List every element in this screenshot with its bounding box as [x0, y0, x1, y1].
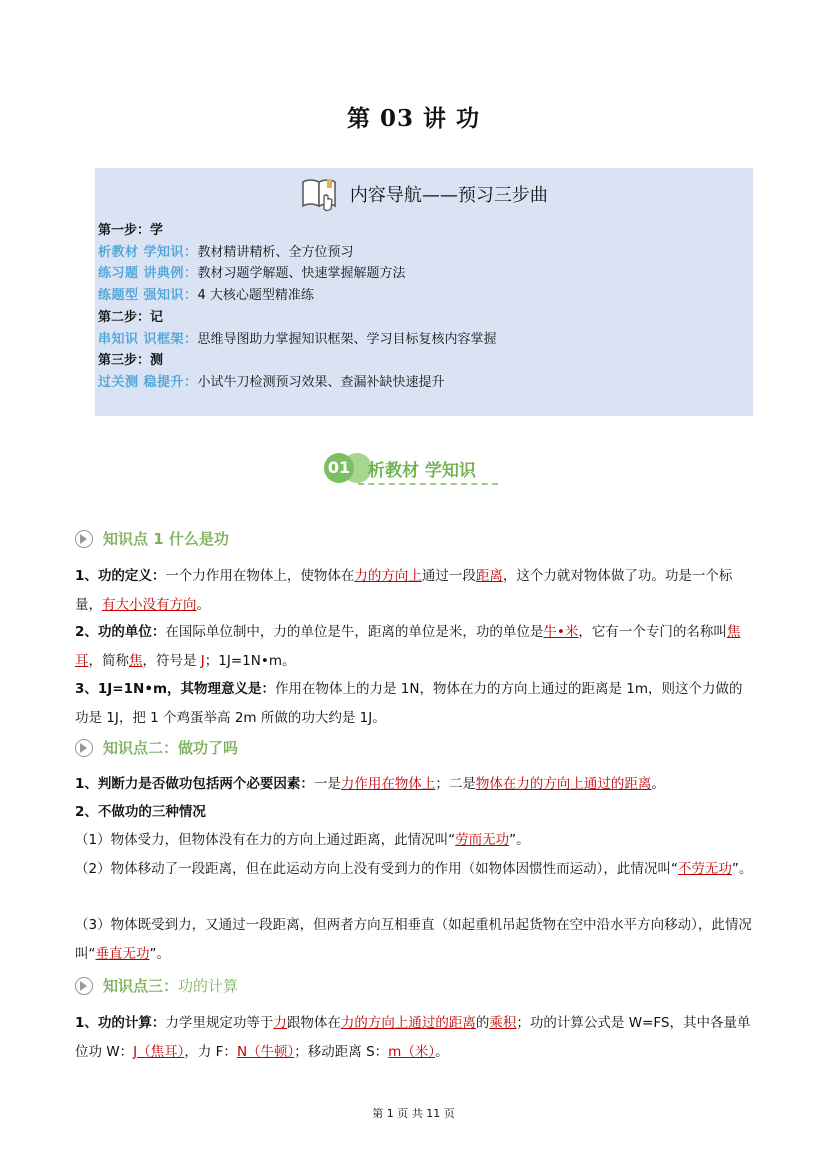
- play-circle-icon: [75, 530, 93, 548]
- p2-d: ，它有一个专门的名称叫: [578, 624, 727, 640]
- knowledge-point-2: [75, 737, 238, 761]
- p1-b: 一个力作用在物体上，使物体在: [165, 568, 355, 584]
- p7-a: （2）物体移动了一段距离，但在此运动方向上没有受到力的作用（如物体因惯性而运动），此情况叫“: [75, 861, 678, 877]
- play-circle-icon: [75, 739, 93, 757]
- p9-k: N（牛顿）: [236, 1043, 295, 1060]
- paragraph-case-3: [75, 911, 755, 968]
- nav-line-5: [98, 372, 497, 394]
- nav-line-1: [98, 242, 497, 264]
- nav-line-3-text: 4 大核心题型精准练: [197, 288, 314, 304]
- paragraph-no-work-heading: 2、不做功的三种情况: [75, 804, 206, 820]
- paragraph-work-calculation: [75, 1009, 755, 1066]
- knowledge-point-1-title: 知识点 1 什么是功: [103, 530, 229, 548]
- p2-b: 在国际单位制中，力的单位是牛，距离的单位是米，功的单位是: [165, 624, 544, 640]
- p9-b: 力学里规定功等于: [165, 1015, 274, 1031]
- paragraph-joule-meaning: [75, 675, 755, 732]
- nav-lines: [98, 220, 497, 394]
- knowledge-point-1: [75, 528, 229, 552]
- p1-f: ，这个力就对物体做了功。功是一个标量，: [75, 568, 733, 613]
- section-number: 01: [324, 453, 354, 483]
- nav-line-2-label: 练习题 讲典例：: [98, 266, 198, 282]
- step-two: 第二步：记: [98, 309, 164, 325]
- page-title: 第 03 讲 功: [346, 105, 481, 132]
- p2-c: 牛•米: [543, 624, 579, 640]
- knowledge-point-3-prefix: 知识点三：: [103, 977, 179, 995]
- book-pointer-icon: [300, 176, 340, 212]
- p1-a: 1、功的定义：: [75, 568, 166, 584]
- nav-line-1-label: 析教材 学知识：: [98, 244, 198, 260]
- p9-e: 力的方向上通过的距离: [340, 1015, 476, 1031]
- p2-i: J: [200, 652, 205, 669]
- nav-line-5-text: 小试牛刀检测预习效果、查漏补缺快速提升: [197, 374, 445, 390]
- p9-m: m（米）: [388, 1043, 436, 1060]
- p9-d: 跟物体在: [286, 1015, 341, 1031]
- nav-line-4: [98, 329, 497, 351]
- p2-e: 焦耳: [75, 624, 741, 669]
- p6-c: ”。: [509, 832, 530, 848]
- p2-h: ，符号是: [142, 652, 201, 669]
- p9-l: ；移动距离 S：: [294, 1043, 389, 1060]
- p7-c: ”。: [731, 861, 753, 877]
- play-circle-icon: [75, 977, 93, 995]
- p1-h: 。: [196, 596, 210, 613]
- knowledge-point-3: [75, 975, 238, 999]
- p1-c: 力的方向上: [354, 568, 422, 584]
- paragraph-case-2: [75, 855, 755, 884]
- p2-g: 焦: [129, 652, 143, 669]
- p4-f: 。: [651, 776, 665, 792]
- p9-j: ，力 F：: [184, 1043, 237, 1060]
- step-one: 第一步：学: [98, 223, 164, 238]
- p8-a: （3）物体既受到力，又通过一段距离，但两者方向互相垂直（如起重机吊起货物在空中沿水平方向移动），此情况叫“: [75, 917, 752, 962]
- p9-i: J（焦耳）: [133, 1043, 185, 1060]
- p1-d: 通过一段: [421, 568, 476, 584]
- section-header: [320, 450, 510, 490]
- p4-b: 一是: [313, 776, 341, 792]
- p3-b: 作用在物体上的力是 1N，物体在力的方向上通过的距离是 1m，则这个力做的功是 1J，把 1 个鸡蛋举高 2m 所做的功大约是 1J。: [75, 681, 743, 726]
- knowledge-point-2-title: 知识点二：做功了吗: [103, 739, 239, 757]
- p3-a: 3、1J=1N•m，其物理意义是：: [75, 681, 276, 697]
- section-dashed-underline: [358, 483, 498, 485]
- p2-f: ，简称: [88, 652, 129, 669]
- p9-c: 力: [273, 1015, 287, 1031]
- nav-line-3-label: 练题型 强知识：: [98, 288, 198, 304]
- nav-line-1-text: 教材精讲精析、全方位预习: [197, 244, 354, 260]
- section-title: 析教材 学知识: [368, 461, 476, 481]
- nav-line-4-label: 串知识 识框架：: [98, 331, 198, 347]
- p4-a: 1、判断力是否做功包括两个必要因素：: [75, 776, 314, 792]
- paragraph-work-unit: [75, 618, 755, 675]
- paragraph-case-1: [75, 826, 755, 855]
- nav-line-5-label: 过关测 稳提升：: [98, 374, 198, 390]
- p8-c: ”。: [149, 945, 170, 962]
- nav-line-2: [98, 263, 497, 285]
- p6-b: 劳而无功: [455, 832, 510, 848]
- nav-line-3: [98, 285, 497, 307]
- paragraph-work-factors: [75, 770, 755, 799]
- p6-a: （1）物体受力，但物体没有在力的方向上通过距离，此情况叫“: [75, 832, 456, 848]
- p2-j: ；1J=1N•m。: [204, 652, 296, 669]
- p9-g: 乘积: [489, 1015, 517, 1031]
- p9-f: 的: [475, 1015, 490, 1031]
- p2-a: 2、功的单位：: [75, 624, 166, 640]
- p7-b: 不劳无功: [677, 861, 732, 877]
- p4-c: 力作用在物体上: [340, 776, 436, 792]
- nav-line-2-text: 教材习题学解题、快速掌握解题方法: [197, 266, 406, 282]
- paragraph-work-definition: [75, 562, 755, 619]
- p1-e: 距离: [475, 568, 503, 584]
- p8-b: 垂直无功: [95, 945, 150, 962]
- p9-a: 1、功的计算：: [75, 1015, 166, 1031]
- knowledge-point-3-title: 功的计算: [178, 977, 239, 995]
- nav-heading-text: 内容导航——预习三步曲: [349, 185, 548, 206]
- p9-n: 。: [435, 1043, 449, 1060]
- content-navigation-box: [95, 168, 753, 416]
- p9-h: ；功的计算公式是 W=FS，其中各量单位功 W：: [75, 1015, 751, 1060]
- p1-g: 有大小没有方向: [102, 596, 197, 613]
- page-footer: 第 1 页 共 11 页: [372, 1107, 455, 1120]
- nav-line-4-text: 思维导图助力掌握知识框架、学习目标复核内容掌握: [197, 331, 497, 347]
- nav-heading: [95, 176, 753, 210]
- step-three: 第三步：测: [98, 353, 164, 369]
- p4-e: 物体在力的方向上通过的距离: [475, 776, 652, 792]
- p4-d: ；二是: [435, 776, 476, 792]
